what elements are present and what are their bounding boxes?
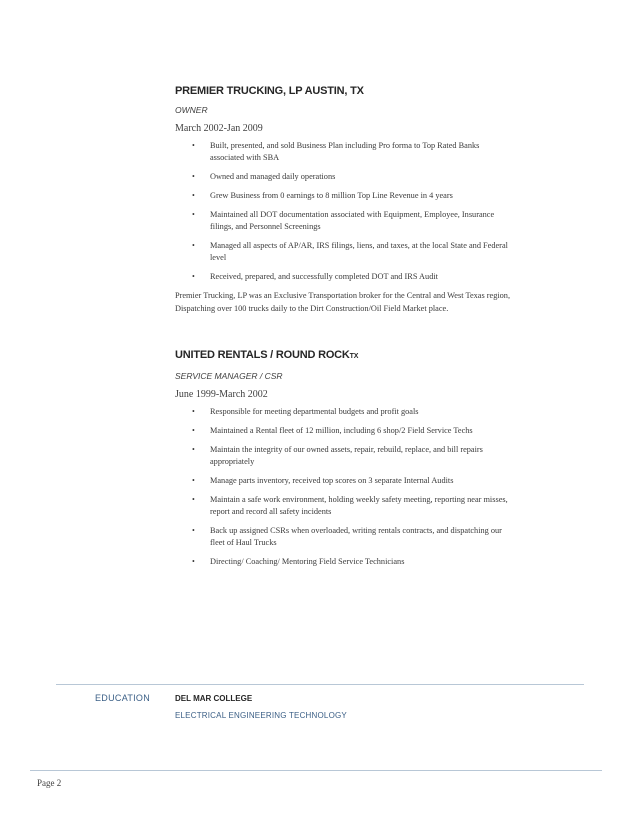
list-item: • Grew Business from 0 earnings to 8 million Top Line Revenue in 4 years	[192, 191, 453, 200]
footer-divider	[30, 770, 602, 771]
bullet-icon: •	[192, 141, 195, 150]
bullet-icon: •	[192, 557, 195, 566]
list-item: • Back up assigned CSRs when overloaded, writing rentals contracts, and dispatching our fleet of Haul Trucks	[192, 526, 502, 547]
education-heading: EDUCATION	[95, 693, 151, 703]
job-united-rentals	[175, 348, 515, 575]
bullet-icon: •	[192, 495, 195, 504]
list-item: • Maintained all DOT documentation associated with Equipment, Employee, Insurance filings, and Personnel Screenings	[192, 210, 495, 231]
company-name: UNITED RENTALS / ROUND ROCKTX	[175, 349, 359, 361]
list-item: • Received, prepared, and successfully completed DOT and IRS Audit	[192, 272, 438, 281]
bullet-icon: •	[192, 241, 195, 250]
list-item: • Managed all aspects of AP/AR, IRS filings, liens, and taxes, at the local State and Federal level	[192, 241, 508, 262]
job-role: OWNER	[175, 105, 208, 115]
bullet-icon: •	[192, 476, 195, 485]
education-divider	[56, 684, 584, 685]
job-premier-trucking	[175, 84, 515, 315]
bullet-icon: •	[192, 426, 195, 435]
list-item: • Maintained a Rental fleet of 12 million, including 6 shop/2 Field Service Techs	[192, 426, 473, 435]
page-number: Page 2	[37, 778, 62, 788]
list-item: • Responsible for meeting departmental budgets and profit goals	[192, 407, 419, 416]
bullet-icon: •	[192, 172, 195, 181]
bullet-icon: •	[192, 526, 195, 535]
bullet-icon: •	[192, 210, 195, 219]
bullet-icon: •	[192, 272, 195, 281]
job-bullet-list	[175, 140, 515, 283]
company-name: PREMIER TRUCKING, LP AUSTIN, TX	[175, 85, 364, 97]
school-name: DEL MAR COLLEGE	[175, 694, 253, 703]
list-item: • Built, presented, and sold Business Plan including Pro forma to Top Rated Banks associated with SBA	[192, 141, 480, 162]
company-state: TX	[349, 353, 359, 360]
list-item: • Owned and managed daily operations	[192, 172, 336, 181]
job-role: SERVICE MANAGER / CSR	[175, 371, 283, 381]
list-item: • Maintain a safe work environment, holding weekly safety meeting, reporting near misses, report and record all safety incidents	[192, 495, 508, 516]
bullet-icon: •	[192, 407, 195, 416]
bullet-icon: •	[192, 445, 195, 454]
job-dates: June 1999-March 2002	[175, 389, 268, 400]
list-item: • Directing/ Coaching/ Mentoring Field Service Technicians	[192, 557, 405, 566]
degree-name: ELECTRICAL ENGINEERING TECHNOLOGY	[175, 711, 347, 720]
list-item: • Manage parts inventory, received top scores on 3 separate Internal Audits	[192, 476, 454, 485]
list-item: • Maintain the integrity of our owned assets, repair, rebuild, replace, and bill repairs appropriately	[192, 445, 483, 466]
job-bullet-list	[175, 406, 515, 568]
bullet-icon: •	[192, 191, 195, 200]
job-dates: March 2002-Jan 2009	[175, 123, 263, 134]
job-summary: Premier Trucking, LP was an Exclusive Transportation broker for the Central and West Texas region, Dispatching over 100 trucks daily to the Dirt Construction/Oil Field Market place.	[175, 291, 511, 313]
